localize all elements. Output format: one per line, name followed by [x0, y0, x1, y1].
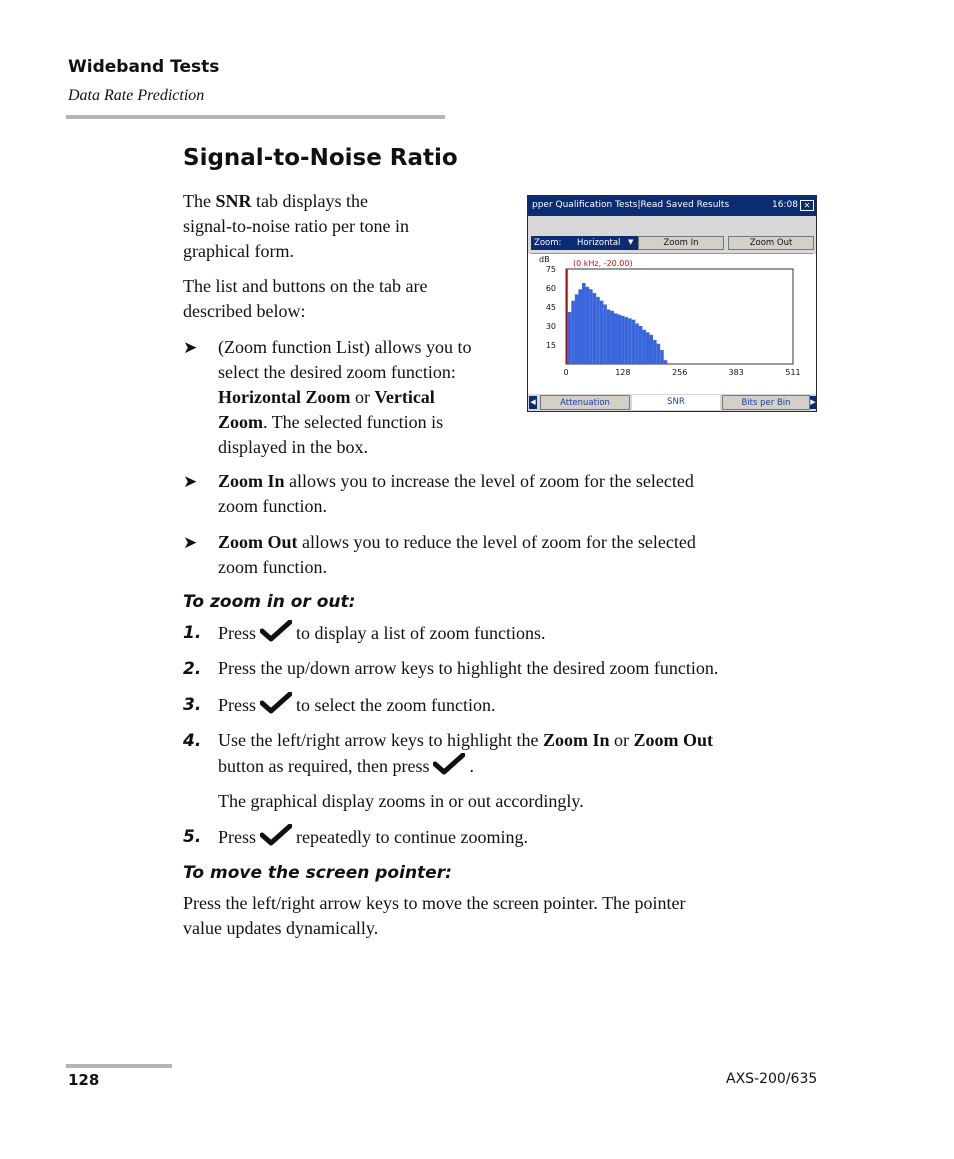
checkmark-icon [260, 620, 292, 642]
bullet-arrow-icon: ➤ [183, 472, 198, 492]
snr-bar [571, 301, 575, 364]
snr-bar [596, 297, 600, 364]
scroll-right-icon[interactable]: ▶ [810, 396, 816, 409]
zoom-in-button[interactable]: Zoom In [638, 236, 724, 250]
zoom-function-select[interactable] [531, 236, 638, 250]
zoom-value: Horizontal [577, 238, 621, 248]
bullet-arrow-icon: ➤ [183, 338, 198, 358]
scroll-left-icon[interactable]: ◀ [529, 396, 537, 409]
pointer-value-label: (0 kHz, -20.00) [573, 259, 633, 268]
pointer-paragraph: Press the left/right arrow keys to move the screen pointer. The pointer value updates dynamically. [183, 893, 686, 938]
snr-bar [582, 283, 586, 364]
snr-bar [650, 335, 654, 364]
tab-attenuation[interactable]: Attenuation [540, 395, 630, 410]
snr-chart [531, 254, 813, 392]
tab-snr[interactable]: SNR [632, 395, 720, 410]
zoom-out-button[interactable]: Zoom Out [728, 236, 814, 250]
snr-screenshot [527, 195, 817, 412]
snr-bar [646, 332, 650, 364]
checkmark-icon [260, 824, 292, 846]
snr-bar [657, 344, 661, 364]
device-title-bar [528, 196, 816, 216]
y-axis-label: dB [539, 255, 550, 264]
snr-bar [593, 293, 597, 364]
snr-bar [621, 316, 625, 364]
checkmark-icon [433, 753, 465, 775]
snr-bar [603, 304, 607, 364]
checkmark-icon [260, 692, 292, 714]
x-tick-label: 383 [728, 368, 744, 377]
running-header-subtitle: Data Rate Prediction [68, 87, 205, 104]
snr-bar [610, 311, 614, 364]
step-number: 5. [183, 827, 202, 847]
close-icon[interactable]: ✕ [800, 200, 814, 211]
snr-bar [600, 301, 604, 364]
page-number: 128 [68, 1071, 100, 1089]
device-clock: 16:08 [772, 200, 798, 210]
step-number: 3. [183, 695, 202, 715]
bullet-zoom-in: Zoom In allows you to increase the level of zoom for the selected zoom function. [218, 471, 694, 516]
running-header-title: Wideband Tests [68, 57, 220, 77]
step-2: Press the up/down arrow keys to highlight the desired zoom function. [218, 658, 719, 678]
product-model: AXS-200/635 [726, 1071, 818, 1087]
snr-bar [653, 340, 657, 364]
snr-bar [575, 294, 579, 364]
header-rule [66, 115, 445, 119]
snr-plot-area [531, 253, 813, 392]
step-number: 2. [183, 659, 202, 679]
bullet-zoom-out: Zoom Out allows you to reduce the level of zoom for the selected zoom function. [218, 532, 696, 577]
intro-paragraph-1: The SNR tab displays the signal-to-noise ratio per tone in graphical form. [183, 191, 409, 261]
step-5: Press repeatedly to continue zooming. [218, 824, 528, 850]
snr-bar [660, 350, 664, 364]
footer-rule [66, 1064, 172, 1068]
snr-bar [586, 287, 590, 364]
snr-bar [628, 318, 632, 364]
device-tab-bar [528, 394, 816, 411]
step-1: Press to display a list of zoom functions. [218, 620, 545, 646]
x-tick-label: 128 [615, 368, 631, 377]
bullet-zoom-list: (Zoom function List) allows you to select the desired zoom function: Horizontal Zoom or Vertical Zoom. The selected function is displayed in the box. [218, 337, 472, 457]
x-tick-label: 256 [672, 368, 688, 377]
chevron-down-icon: ▼ [628, 238, 634, 246]
snr-bar [568, 312, 572, 364]
step-4-note: The graphical display zooms in or out accordingly. [218, 791, 584, 811]
device-title: pper Qualification Tests|Read Saved Results [532, 200, 730, 210]
y-tick-label: 15 [545, 341, 556, 350]
procedure-title-pointer: To move the screen pointer: [183, 863, 452, 883]
step-number: 4. [183, 731, 202, 751]
snr-bar [632, 320, 636, 364]
snr-bar [578, 289, 582, 364]
bullet-arrow-icon: ➤ [183, 533, 198, 553]
step-3: Press to select the zoom function. [218, 692, 495, 718]
snr-bar [642, 330, 646, 364]
snr-bar [664, 360, 668, 364]
zoom-label: Zoom: [534, 238, 562, 248]
snr-bar [614, 313, 618, 364]
step-number: 1. [183, 623, 202, 643]
snr-bar [607, 310, 611, 364]
snr-bar [635, 323, 639, 364]
device-toolbar [528, 216, 816, 254]
procedure-title-zoom: To zoom in or out: [183, 592, 356, 612]
y-tick-label: 45 [545, 303, 556, 312]
y-tick-label: 60 [545, 284, 556, 293]
y-tick-label: 30 [545, 322, 556, 331]
snr-bar [618, 315, 622, 364]
intro-paragraph-2: The list and buttons on the tab are described below: [183, 276, 428, 321]
x-tick-label: 511 [785, 368, 801, 377]
snr-bar [639, 326, 643, 364]
y-tick-label: 75 [545, 265, 556, 274]
snr-bar [589, 289, 593, 364]
tab-bits-per-bin[interactable]: Bits per Bin [722, 395, 810, 410]
x-tick-label: 0 [563, 368, 569, 377]
section-title: Signal-to-Noise Ratio [183, 145, 458, 171]
step-4: Use the left/right arrow keys to highlight the Zoom In or Zoom Out button as required, then press . [218, 730, 713, 776]
snr-bar [625, 317, 629, 364]
